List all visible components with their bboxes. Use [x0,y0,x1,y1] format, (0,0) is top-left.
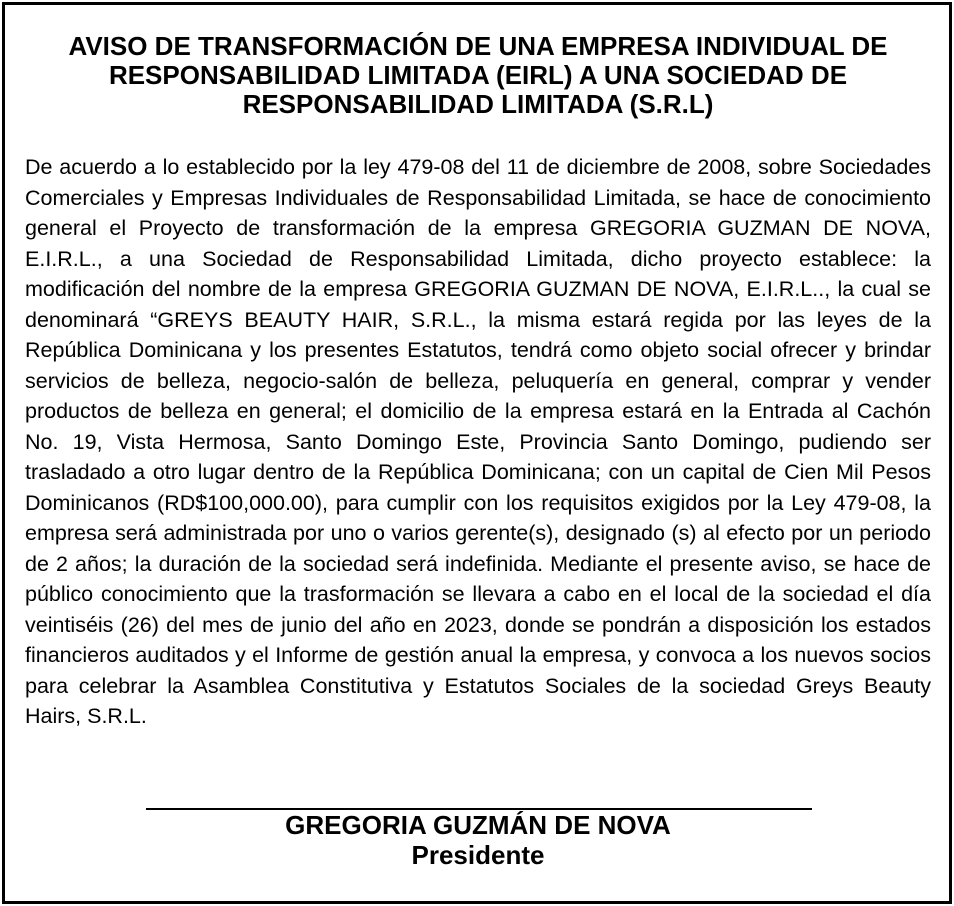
notice-body: De acuerdo a lo establecido por la ley 479-08 del 11 de diciembre de 2008, sobre Sociedades Comerciales y Empresas Individuales de Responsabilidad Limitada, se hace de conocimiento general el Proyecto de transformación de la empresa GREGORIA GUZMAN DE NOVA, E.I.R.L., a una Sociedad de Responsabilidad Limitada, dicho proyecto establece: la modificación del nombre de la empresa GREGORIA GUZMAN DE NOVA, E.I.R.L.., la cual se denominará “GREYS BEAUTY HAIR, S.R.L., la misma estará regida por las leyes de la República Dominicana y los presentes Estatutos, tendrá como objeto social ofrecer y brindar servicios de belleza, negocio-salón de belleza, peluquería en general, comprar y vender productos de belleza en general; el domicilio de la empresa estará en la Entrada al Cachón No. 19, Vista Hermosa, Santo Domingo Este, Provincia Santo Domingo, pudiendo ser trasladado a otro lugar dentro de la República Dominicana; con un capital de Cien Mil Pesos Dominicanos (RD$100,000.00), para cumplir con los requisitos exigidos por la Ley 479-08, la empresa será administrada por uno o varios gerente(s), designado (s) al efecto por un periodo de 2 años; la duración de la sociedad será indefinida. Mediante el presente aviso, se hace de público conocimiento que la trasformación se llevara a cabo en el local de la sociedad el día veintiséis (26) del mes de junio del año en 2023, donde se pondrán a disposición los estados financieros auditados y el Informe de gestión anual la empresa, y convoca a los nuevos socios para celebrar la Asamblea Constitutiva y Estatutos Sociales de la sociedad Greys Beauty Hairs, S.R.L. [25,155,931,728]
signer-role: Presidente [411,840,545,870]
signer-name: GREGORIA GUZMÁN DE NOVA [285,810,671,840]
notice-frame [2,2,952,904]
notice-title: AVISO DE TRANSFORMACIÓN DE UNA EMPRESA INDIVIDUAL DE RESPONSABILIDAD LIMITADA (EIRL) A UNA SOCIEDAD DE RESPONSABILIDAD LIMITADA (S.R.L) [68,31,888,119]
